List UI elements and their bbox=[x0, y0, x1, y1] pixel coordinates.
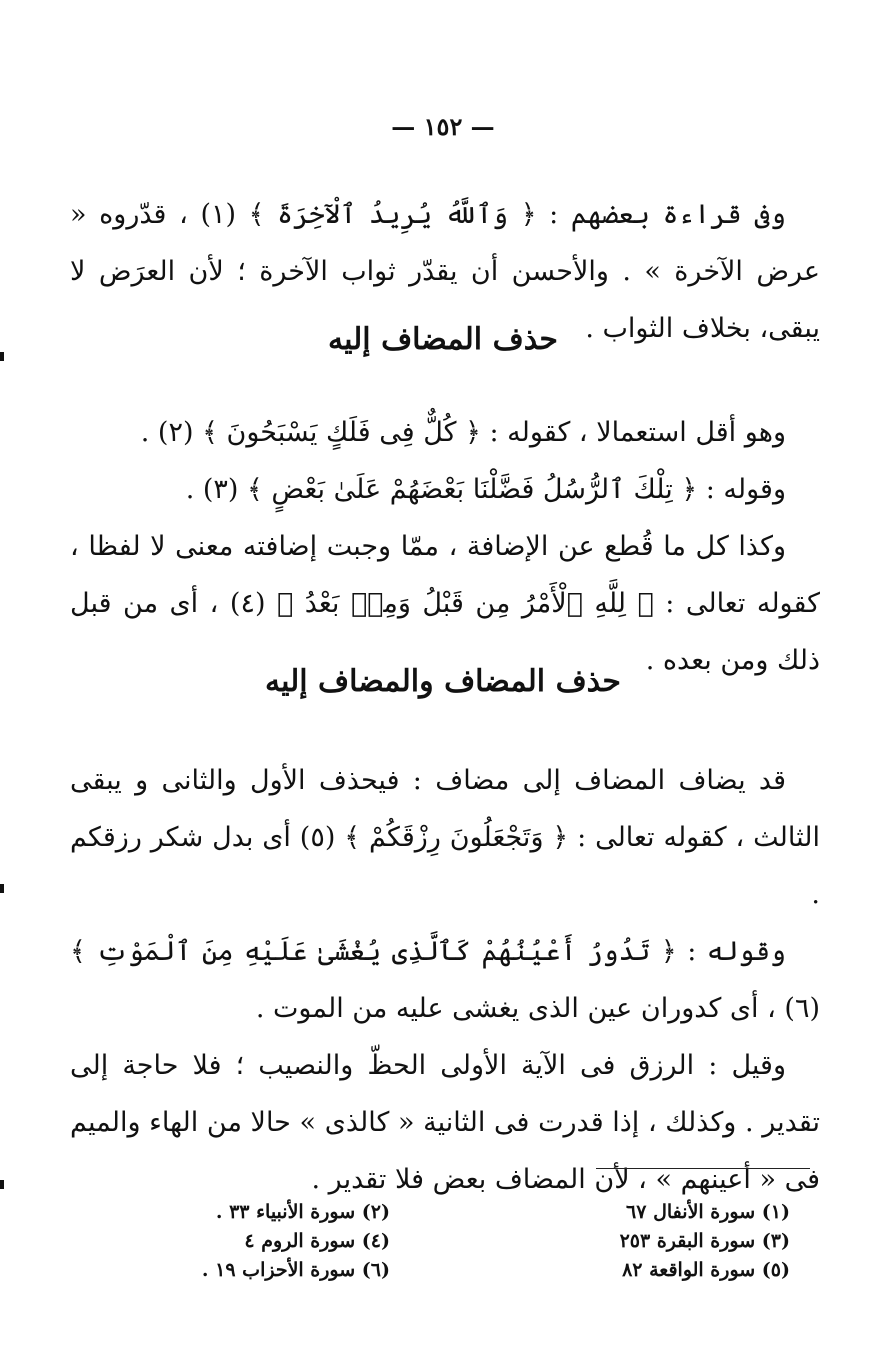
paragraph: وقيل : الرزق فى الآية الأولى الحظّ والنصيب ؛ فلا حاجة إلى تقدير . وكذلك ، إذا قدرت فى الثانية « كالذى » حالا من الهاء والميم فى « أعينهم » ، لأن المضاف بعض فلا تقدير . bbox=[70, 1050, 820, 1195]
section-2-paragraphs bbox=[70, 752, 820, 1208]
footnotes-even-column bbox=[130, 1198, 390, 1285]
paragraph: وكذا كل ما قُطع عن الإضافة ، ممّا وجبت إضافته معنى لا لفظا ، كقوله تعالى : ﴿ لِلَّهِ ٱلْأَمْرُ مِن قَبْلُ وَمِنۢ بَعْدُ ﴾ (٤) ، أى من قبل ذلك ومن بعده . bbox=[70, 531, 821, 676]
scan-edge-mark bbox=[0, 352, 4, 361]
paragraph: وفى قراءة بعضهم : ﴿ وَٱللَّهُ يُرِيدُ ٱلْآخِرَةَ ﴾ (١) ، قدّروه « عرض الآخرة » . والأحسن أن يقدّر ثواب الآخرة ؛ لأن العرَض لا يبقى، بخلاف الثواب . bbox=[70, 199, 820, 344]
footnote-divider bbox=[596, 1168, 810, 1169]
paragraph: قد يضاف المضاف إلى مضاف : فيحذف الأول والثانى و يبقى الثالث ، كقوله تعالى : ﴿ وَتَجْعَلُونَ رِزْقَكُمْ ﴾ (٥) أى بدل شكر رزقكم . bbox=[70, 765, 820, 910]
footnotes-odd-column bbox=[530, 1198, 790, 1285]
footnote: (١) سورة الأنفال ٦٧ bbox=[626, 1201, 790, 1223]
footnote: (٢) سورة الأنبياء ٣٣ . bbox=[215, 1201, 390, 1223]
footnote: (٤) سورة الروم ٤ bbox=[244, 1230, 390, 1252]
section-heading-mudaf-wal-mudaf-ilayh: حذف المضاف والمضاف إليه bbox=[265, 664, 621, 699]
paragraph: وقوله : ﴿ تَدُورُ أَعْيُنُهُمْ كَٱلَّذِى يُغْشَىٰ عَلَيْهِ مِنَ ٱلْمَوْتِ ﴾ (٦) ، أى كدوران عين الذى يغشى عليه من الموت . bbox=[70, 936, 820, 1024]
paragraph: وهو أقل استعمالا ، كقوله : ﴿ كُلٌّ فِى فَلَكٍ يَسْبَحُونَ ﴾ (٢) . bbox=[140, 417, 786, 448]
footnote: (٣) سورة البقرة ٢٥٣ bbox=[619, 1230, 790, 1252]
scan-edge-mark bbox=[0, 1180, 4, 1189]
section-1-paragraphs bbox=[70, 404, 820, 689]
section-heading-mudaf-ilayh: حذف المضاف إليه bbox=[328, 322, 558, 357]
footnote: (٦) سورة الأحزاب ١٩ . bbox=[201, 1259, 390, 1281]
footnote: (٥) سورة الواقعة ٨٢ bbox=[622, 1259, 790, 1281]
page-number: — ١٥٢ — bbox=[391, 112, 495, 141]
scan-edge-mark bbox=[0, 884, 4, 893]
paragraph: وقوله : ﴿ تِلْكَ ٱلرُّسُلُ فَضَّلْنَا بَعْضَهُمْ عَلَىٰ بَعْضٍ ﴾ (٣) . bbox=[185, 474, 786, 505]
